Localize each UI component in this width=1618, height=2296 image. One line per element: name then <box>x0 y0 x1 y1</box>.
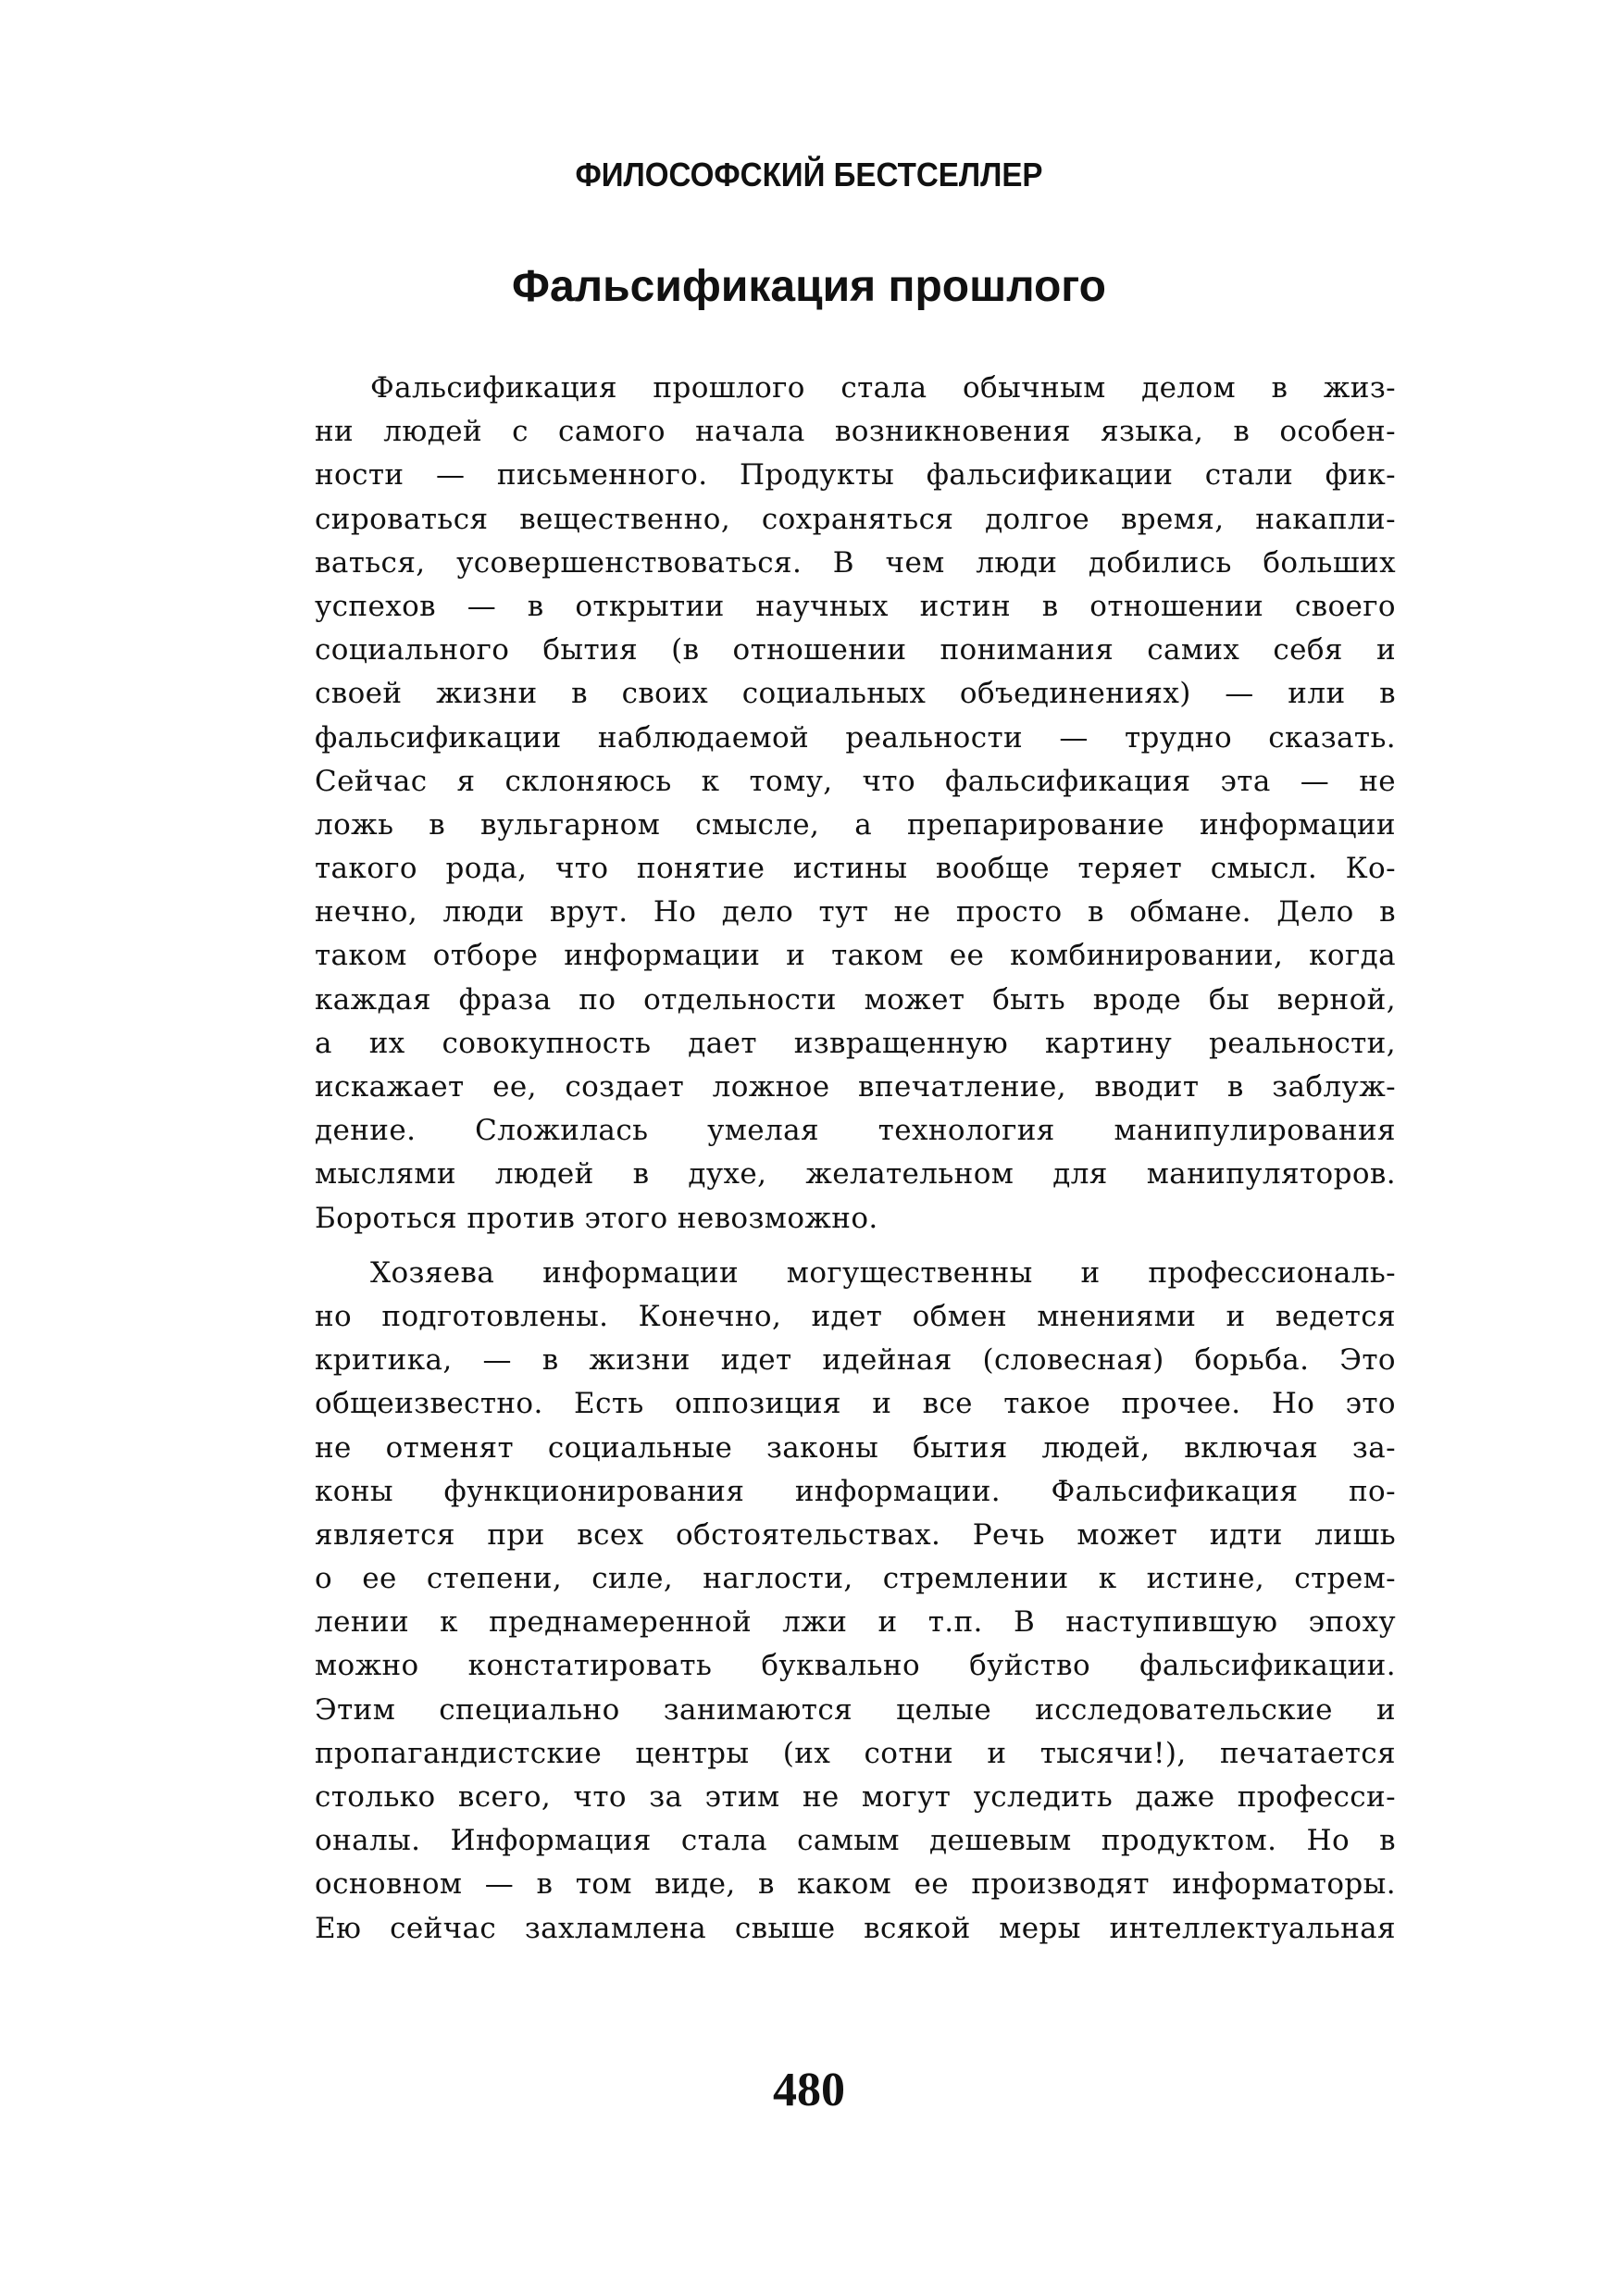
text-line: ности — письменного. Продукты фальсификации стали фик- <box>315 458 1396 493</box>
text-line: лении к преднамеренной лжи и т.п. В наступившую эпоху <box>315 1605 1396 1640</box>
text-line: пропагандистские центры (их сотни и тысячи!), печатается <box>315 1736 1396 1770</box>
text-line: ложь в вульгарном смысле, а препарирование информации <box>315 807 1396 842</box>
text-line: о ее степени, силе, наглости, стремлении к истине, стрем- <box>315 1562 1396 1596</box>
text-line: мыслями людей в духе, желательном для манипуляторов. <box>315 1157 1396 1192</box>
chapter-title: Фальсификация прошлого <box>512 262 1106 311</box>
text-line: Этим специально занимаются целые исследовательские и <box>315 1692 1396 1727</box>
text-line: такого рода, что понятие истины вообще теряет смысл. Ко- <box>315 852 1396 886</box>
text-line: таком отборе информации и таком ее комбинировании, когда <box>315 939 1396 973</box>
paragraph-2 <box>315 1252 1396 1951</box>
text-line: ваться, усовершенствоваться. В чем люди добились больших <box>315 545 1396 580</box>
paragraph-gap <box>315 1241 1396 1252</box>
text-line: можно констатировать буквально буйство фальсификации. <box>315 1649 1396 1683</box>
paragraph-1 <box>315 367 1396 1241</box>
text-line: искажает ее, создает ложное впечатление, вводит в заблуж- <box>315 1070 1396 1104</box>
text-line: но подготовлены. Конечно, идет обмен мнениями и ведется <box>315 1299 1396 1333</box>
text-line: сироваться вещественно, сохраняться долгое время, накапли- <box>315 502 1396 536</box>
text-line: коны функционирования информации. Фальсификация по- <box>315 1474 1396 1508</box>
text-line: столько всего, что за этим не могут уследить даже професси- <box>315 1780 1396 1814</box>
text-line: нечно, люди врут. Но дело тут не просто в обмане. Дело в <box>315 895 1396 930</box>
text-line: является при всех обстоятельствах. Речь может идти лишь <box>315 1517 1396 1552</box>
text-line: основном — в том виде, в каком ее производят информаторы. <box>315 1867 1396 1902</box>
text-line: Ею сейчас захламлена свыше всякой меры интеллектуальная <box>315 1911 1396 1945</box>
text-line: оналы. Информация стала самым дешевым продуктом. Но в <box>315 1824 1396 1858</box>
text-line: Бороться против этого невозможно. <box>315 1201 878 1235</box>
text-line: не отменят социальные законы бытия людей, включая за- <box>315 1430 1396 1465</box>
text-line: фальсификации наблюдаемой реальности — трудно сказать. <box>315 720 1396 755</box>
text-line: Сейчас я склоняюсь к тому, что фальсификация эта — не <box>315 764 1396 798</box>
text-line: критика, — в жизни идет идейная (словесная) борьба. Это <box>315 1343 1396 1378</box>
running-head: ФИЛОСОФСКИЙ БЕСТСЕЛЛЕР <box>575 156 1043 193</box>
page-number: 480 <box>773 2064 845 2116</box>
text-line: общеизвестно. Есть оппозиция и все такое прочее. Но это <box>315 1387 1396 1421</box>
text-line: Фальсификация прошлого стала обычным делом в жиз- <box>370 371 1396 405</box>
text-line: а их совокупность дает извращенную картину реальности, <box>315 1026 1396 1060</box>
body-text <box>315 367 1396 1951</box>
text-line: каждая фраза по отдельности может быть вроде бы верной, <box>315 982 1396 1017</box>
text-line: Хозяева информации могущественны и профессиональ- <box>370 1255 1396 1290</box>
text-line: социального бытия (в отношении понимания самих себя и <box>315 633 1396 668</box>
text-line: успехов — в открытии научных истин в отношении своего <box>315 589 1396 623</box>
text-line: ни людей с самого начала возникновения языка, в особен- <box>315 415 1396 449</box>
text-line: дение. Сложилась умелая технология манипулирования <box>315 1114 1396 1148</box>
text-line: своей жизни в своих социальных объединениях) — или в <box>315 677 1396 711</box>
